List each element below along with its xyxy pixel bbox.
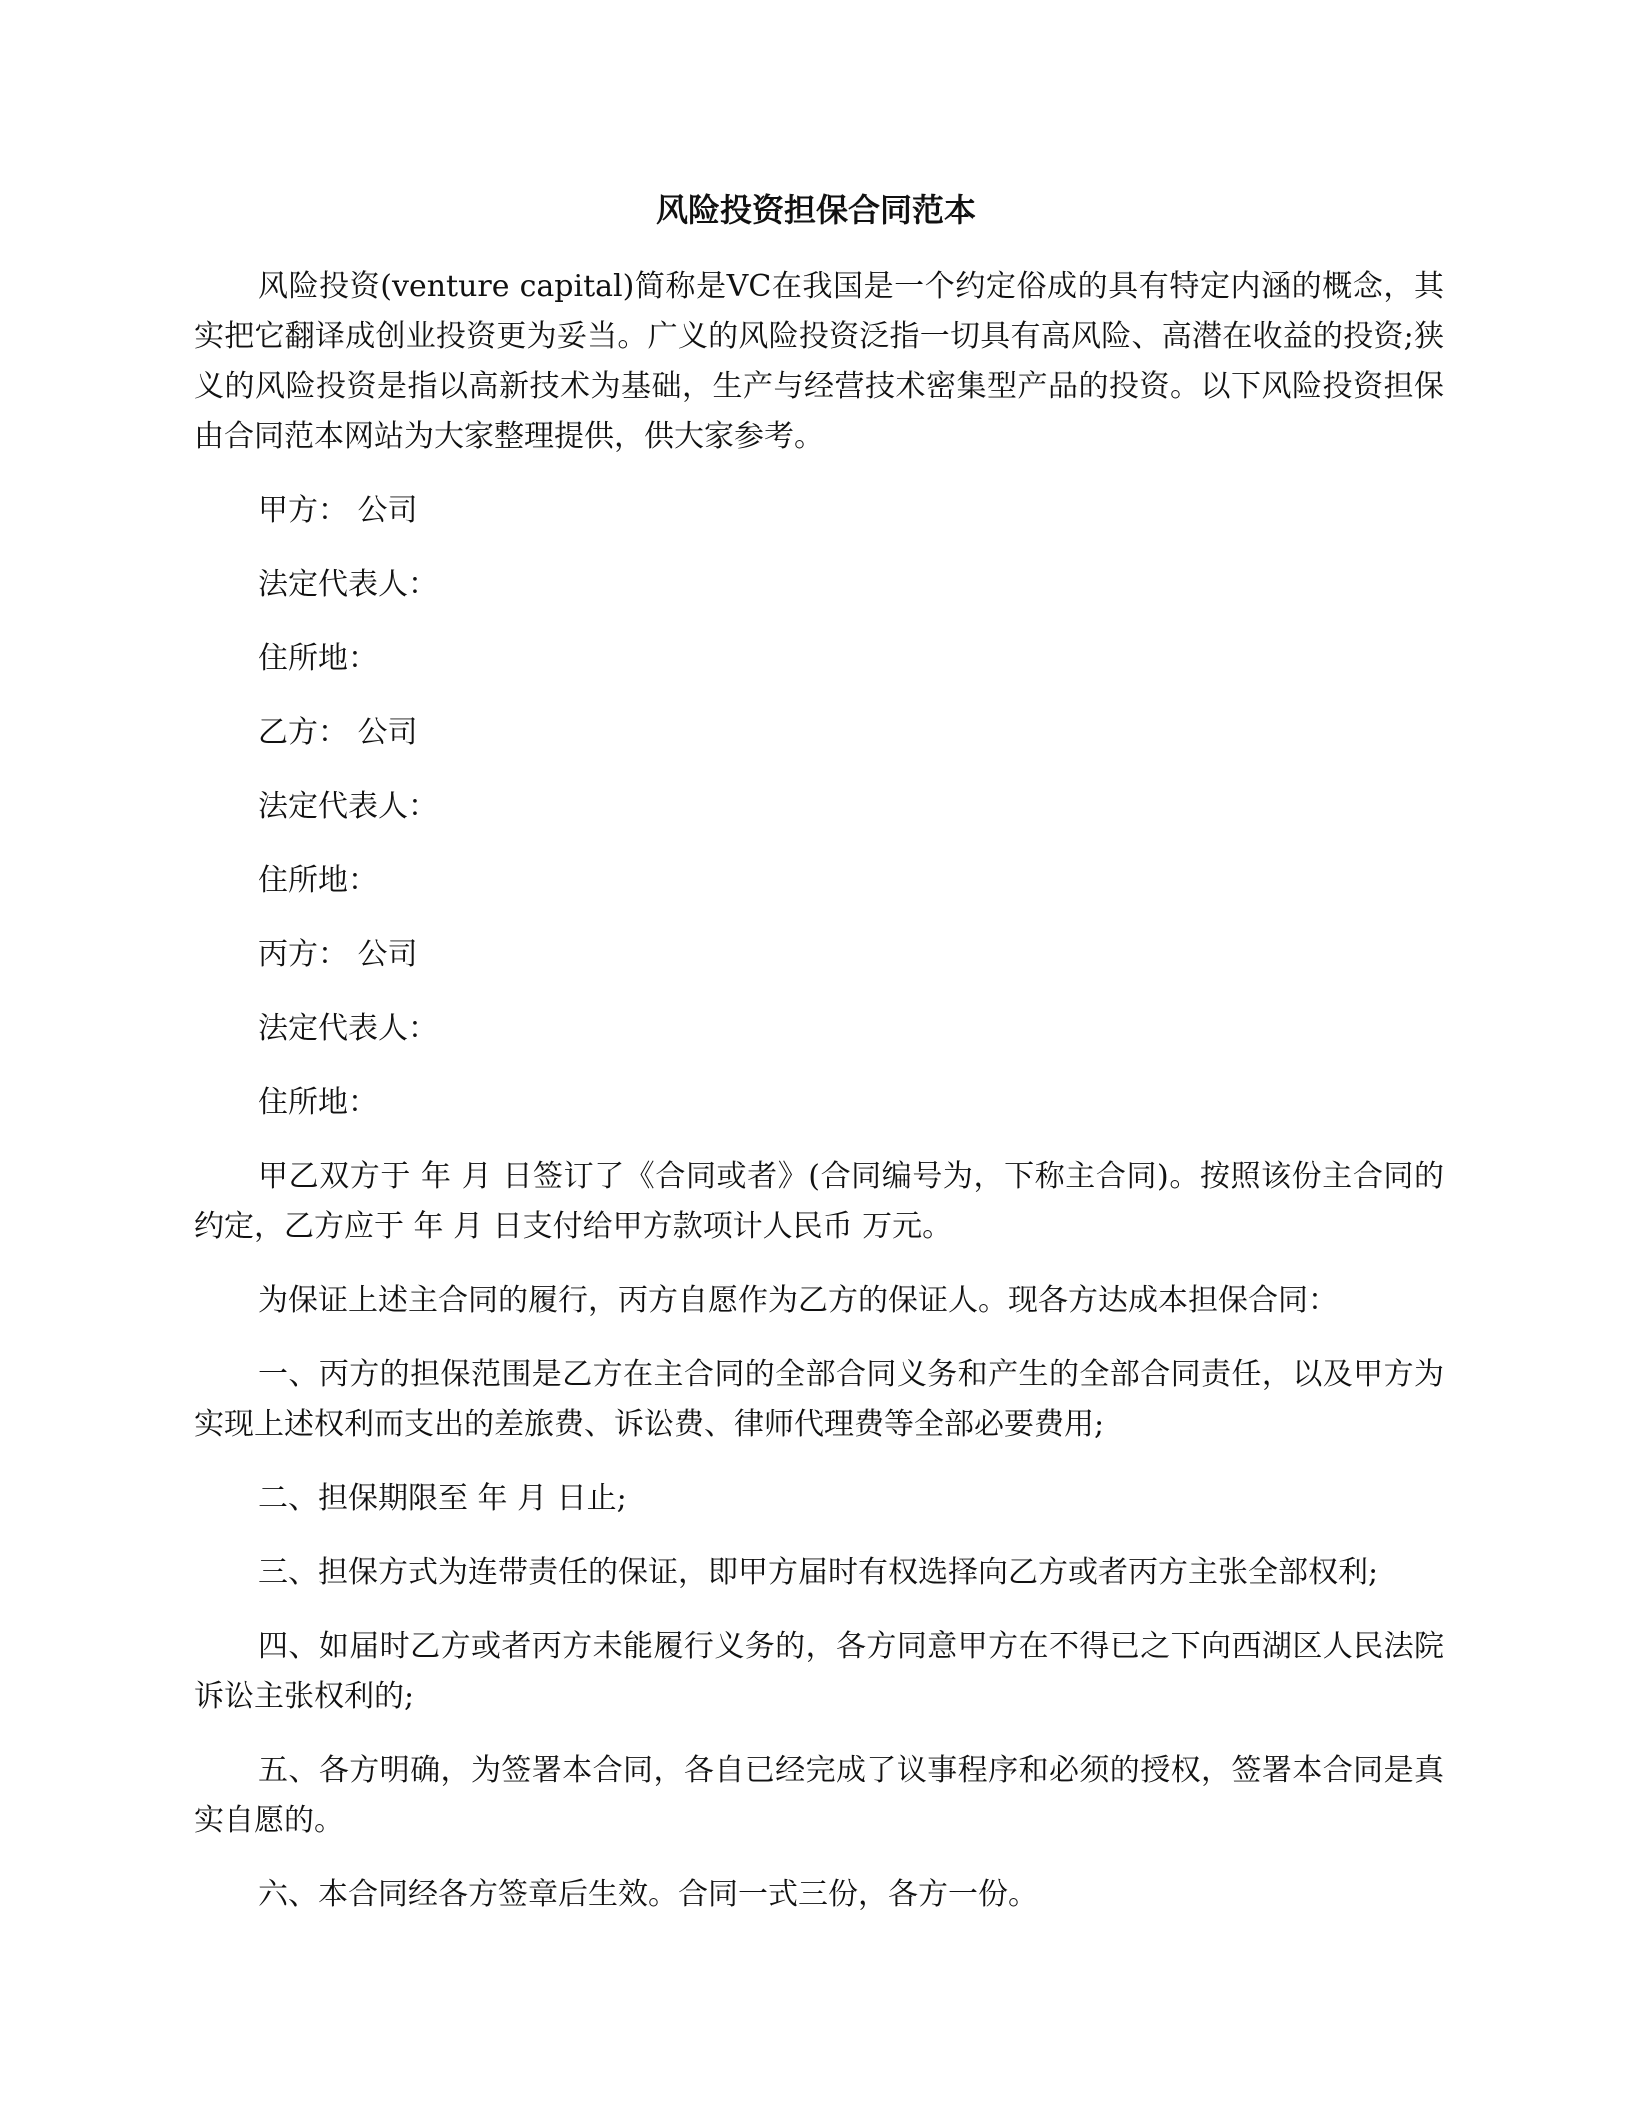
party-c-label: 丙方： 公司 <box>258 937 418 972</box>
document-body <box>194 262 1444 1944</box>
party-c-address: 住所地： <box>258 1085 378 1120</box>
party-a-label: 甲方： 公司 <box>258 493 418 528</box>
party-b-representative: 法定代表人： <box>258 789 438 824</box>
party-b-label: 乙方： 公司 <box>258 715 418 750</box>
clause-2: 二、担保期限至 年 月 日止; <box>258 1481 627 1516</box>
main-contract-paragraph: 甲乙双方于 年 月 日签订了《合同或者》(合同编号为，下称主合同)。按照该份主合同的约定，乙方应于 年 月 日支付给甲方款项计人民币 万元。 <box>194 1159 1444 1244</box>
document-title: 风险投资担保合同范本 <box>655 191 976 229</box>
party-a-representative: 法定代表人： <box>258 567 438 602</box>
clause-5: 五、各方明确，为签署本合同，各自已经完成了议事程序和必须的授权，签署本合同是真实自愿的。 <box>194 1753 1444 1838</box>
clause-1: 一、丙方的担保范围是乙方在主合同的全部合同义务和产生的全部合同责任，以及甲方为实现上述权利而支出的差旅费、诉讼费、律师代理费等全部必要费用; <box>194 1357 1444 1442</box>
purpose-paragraph: 为保证上述主合同的履行，丙方自愿作为乙方的保证人。现各方达成本担保合同： <box>258 1283 1338 1318</box>
clause-6: 六、本合同经各方签章后生效。合同一式三份，各方一份。 <box>258 1877 1038 1912</box>
clause-3: 三、担保方式为连带责任的保证，即甲方届时有权选择向乙方或者丙方主张全部权利; <box>258 1555 1379 1590</box>
party-b-address: 住所地： <box>258 863 378 898</box>
intro-paragraph: 风险投资(venture capital)简称是VC在我国是一个约定俗成的具有特定内涵的概念，其实把它翻译成创业投资更为妥当。广义的风险投资泛指一切具有高风险、高潜在收益的投资;狭义的风险投资是指以高新技术为基础，生产与经营技术密集型产品的投资。以下风险投资担保由合同范本网站为大家整理提供，供大家参考。 <box>194 269 1444 454</box>
party-c-representative: 法定代表人： <box>258 1011 438 1046</box>
clause-4: 四、如届时乙方或者丙方未能履行义务的，各方同意甲方在不得已之下向西湖区人民法院诉讼主张权利的; <box>194 1629 1444 1714</box>
party-a-address: 住所地： <box>258 641 378 676</box>
